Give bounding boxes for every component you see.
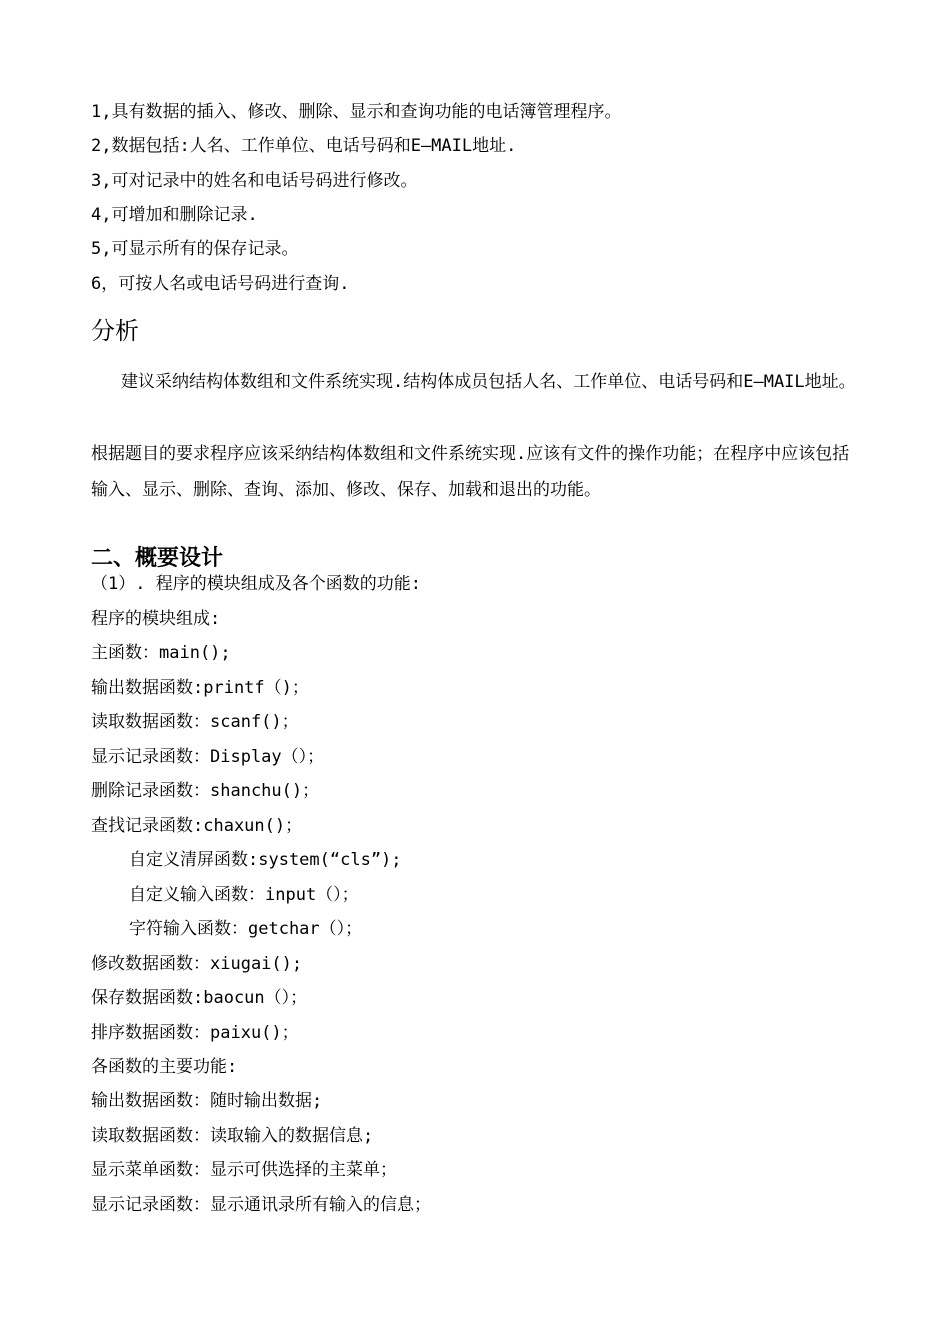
design-line: 显示菜单函数：显示可供选择的主菜单；: [91, 1160, 397, 1180]
requirement-line: 2,数据包括:人名、工作单位、电话号码和E—MAIL地址.: [91, 136, 517, 156]
requirement-line: 6，可按人名或电话号码进行查询.: [91, 274, 350, 294]
requirement-line: 3,可对记录中的姓名和电话号码进行修改。: [91, 171, 418, 191]
design-line: 显示记录函数：Display（）；: [91, 747, 325, 767]
design-line: 自定义输入函数：input（）；: [129, 885, 359, 905]
design-heading: 二、概要设计: [91, 546, 224, 571]
design-line: 程序的模块组成:: [91, 609, 221, 629]
design-line: 输出数据函数:printf（)；: [91, 678, 309, 698]
design-line: 主函数：main();: [91, 643, 231, 663]
design-line: 修改数据函数：xiugai();: [91, 954, 303, 974]
design-line: 输出数据函数：随时输出数据;: [91, 1091, 323, 1111]
analysis-paragraph: 根据题目的要求程序应该采纳结构体数组和文件系统实现.应该有文件的操作功能；在程序中应该包括输入、显示、删除、查询、添加、修改、保存、加载和退出的功能。: [91, 444, 850, 500]
design-line: 排序数据函数：paixu()；: [91, 1023, 299, 1043]
design-line: 删除记录函数：shanchu()；: [91, 781, 320, 801]
design-line: 查找记录函数:chaxun()；: [91, 816, 303, 836]
analysis-heading: 分析: [91, 317, 139, 345]
design-line: 字符输入函数：getchar（）；: [129, 919, 363, 939]
requirement-line: 1,具有数据的插入、修改、删除、显示和查询功能的电话簿管理程序。: [91, 102, 622, 122]
analysis-paragraph: 建议采纳结构体数组和文件系统实现.结构体成员包括人名、工作单位、电话号码和E—MAIL地址。: [121, 372, 856, 392]
design-line: 自定义清屏函数:system(“cls”);: [129, 850, 402, 870]
design-line: 读取数据函数：读取输入的数据信息;: [91, 1126, 374, 1146]
design-line: 各函数的主要功能:: [91, 1057, 238, 1077]
design-line: 保存数据函数:baocun（）；: [91, 988, 308, 1008]
requirement-line: 5,可显示所有的保存记录。: [91, 239, 299, 259]
design-line: 显示记录函数：显示通讯录所有输入的信息；: [91, 1195, 431, 1215]
requirement-line: 4,可增加和删除记录.: [91, 205, 258, 225]
design-subheading: （1）. 程序的模块组成及各个函数的功能:: [91, 574, 421, 594]
design-line: 读取数据函数：scanf()；: [91, 712, 299, 732]
